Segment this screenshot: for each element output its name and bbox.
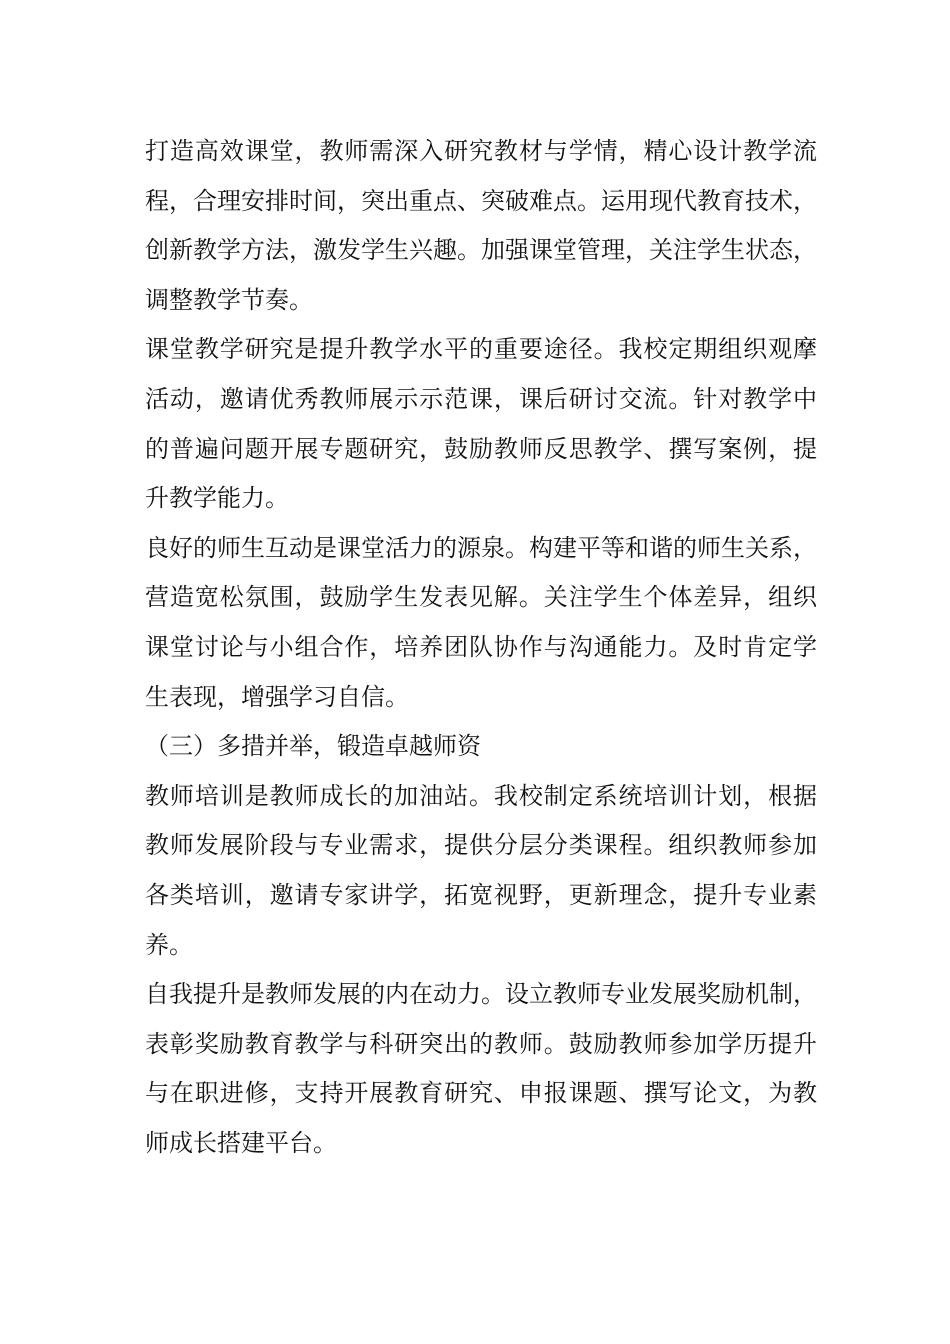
text-line: 自我提升是教师发展的内在动力。设立教师专业发展奖励机制， [145,980,817,1009]
text-line: 教师发展阶段与专业需求，提供分层分类课程。组织教师参加 [145,831,817,860]
text-line: 良好的师生互动是课堂活力的源泉。构建平等和谐的师生关系， [145,533,817,562]
text-line: 的普遍问题开展专题研究，鼓励教师反思教学、撰写案例，提 [145,434,817,463]
text-line: 课堂教学研究是提升教学水平的重要途径。我校定期组织观摩 [145,335,817,364]
paragraph-teacher-training [145,772,817,970]
paragraph-classroom-efficiency [145,127,817,325]
text-line: 程，合理安排时间，突出重点、突破难点。运用现代教育技术， [145,186,817,215]
section-heading [145,722,817,772]
paragraph-teaching-research [145,325,817,523]
text-line: 生表现，增强学习自信。 [145,682,409,711]
text-line: 营造宽松氛围，鼓励学生发表见解。关注学生个体差异，组织 [145,583,817,612]
text-line: 活动，邀请优秀教师展示示范课，课后研讨交流。针对教学中 [145,384,817,413]
text-line: 表彰奖励教育教学与科研突出的教师。鼓励教师参加学历提升 [145,1029,817,1058]
text-line: 教师培训是教师成长的加油站。我校制定系统培训计划，根据 [145,781,817,810]
text-line: 创新教学方法，激发学生兴趣。加强课堂管理，关注学生状态， [145,236,817,265]
paragraph-self-improvement [145,970,817,1168]
text-line: 课堂讨论与小组合作，培养团队协作与沟通能力。及时肯定学 [145,632,817,661]
text-line: 养。 [145,930,193,959]
text-line: 与在职进修，支持开展教育研究、申报课题、撰写论文，为教 [145,1079,817,1108]
text-line: 师成长搭建平台。 [145,1128,337,1157]
paragraph-teacher-student-interaction [145,524,817,722]
text-line: 打造高效课堂，教师需深入研究教材与学情，精心设计教学流 [145,137,817,165]
heading-text: （三）多措并举，锻造卓越师资 [145,732,481,761]
text-line: 调整教学节奏。 [145,285,313,314]
text-line: 升教学能力。 [145,484,289,513]
text-line: 各类培训，邀请专家讲学，拓宽视野，更新理念，提升专业素 [145,880,817,909]
document-body [145,127,817,1168]
